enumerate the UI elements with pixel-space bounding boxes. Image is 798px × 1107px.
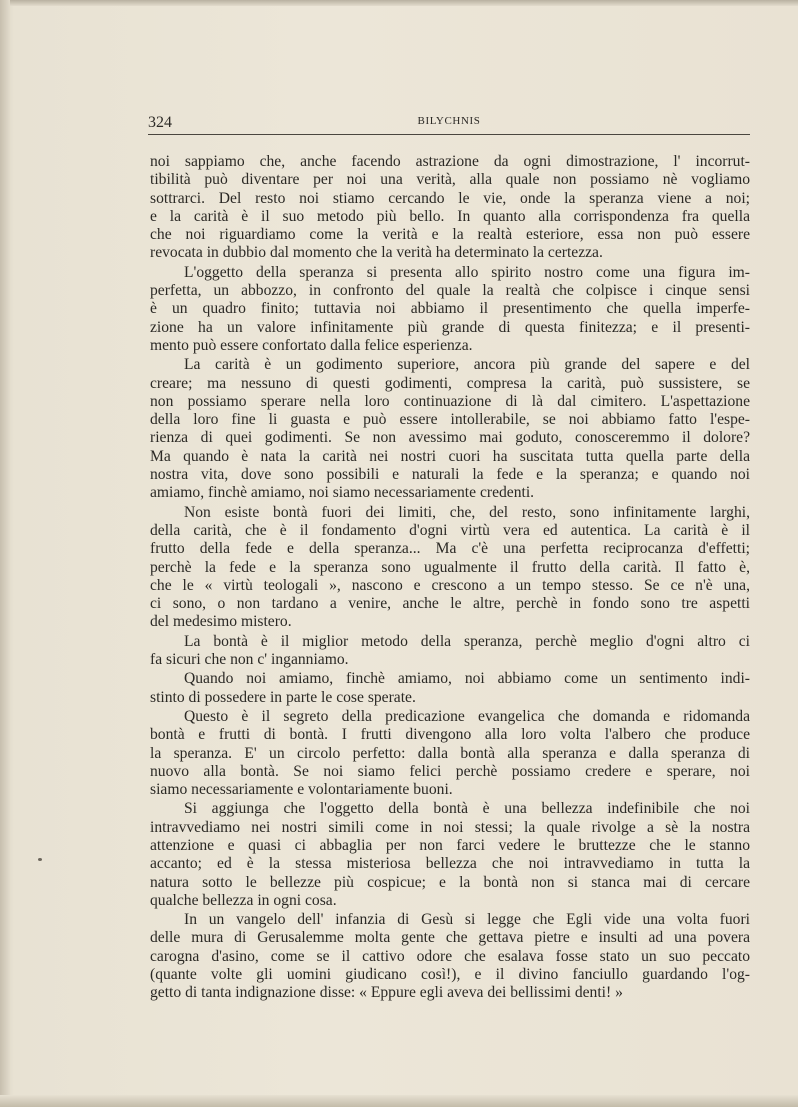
body-text bbox=[150, 153, 750, 1004]
text-line: stinto di possedere in parte le cose sperate. bbox=[150, 688, 416, 706]
text-line: sottrarci. Del resto noi stiamo cercando le vie, onde la speranza viene a noi; bbox=[150, 189, 750, 207]
running-title: BILYCHNIS bbox=[417, 115, 481, 127]
text-line: nuovo alla bontà. Se noi siamo felici perchè possiamo credere e sperare, noi bbox=[150, 762, 750, 780]
text-line: accanto; ed è la stessa misteriosa bellezza che noi intravvediamo in tutta la bbox=[150, 855, 750, 873]
text-line: (quante volte gli uomini giudicano così!), e il divino fanciullo guardando l'og- bbox=[150, 966, 750, 984]
text-line: rienza di quei godimenti. Se non avessimo mai goduto, conosceremmo il dolore? bbox=[150, 429, 750, 447]
text-line: delle mura di Gerusalemme molta gente che gettava pietre e insulti ad una povera bbox=[150, 929, 750, 947]
text-line: Questo è il segreto della predicazione evangelica che domanda e ridomanda bbox=[184, 707, 750, 725]
running-header bbox=[148, 112, 750, 135]
text-line: perfetta, un abbozzo, in confronto del quale la realtà che colpisce i cinque sensi bbox=[150, 282, 750, 300]
text-line: La bontà è il miglior metodo della speranza, perchè meglio d'ogni altro ci bbox=[184, 632, 750, 650]
text-line: In un vangelo dell' infanzia di Gesù si legge che Egli vide una volta fuori bbox=[184, 911, 750, 929]
paragraph bbox=[150, 356, 750, 502]
text-line: ci sono, o non tardano a venire, anche le altre, perchè in fondo sono tre aspetti bbox=[150, 595, 750, 613]
text-line: Quando noi amiamo, finchè amiamo, noi abbiamo come un sentimento indi- bbox=[184, 670, 750, 688]
text-line: revocata in dubbio dal momento che la verità ha determinato la certezza. bbox=[150, 244, 603, 262]
paragraph bbox=[150, 633, 750, 670]
text-line: frutto della fede e della speranza... Ma c'è una perfetta reciprocanza d'effetti; bbox=[150, 540, 750, 558]
text-line: L'oggetto della speranza si presenta allo spirito nostro come una figura im- bbox=[184, 263, 750, 281]
text-line: e la carità è il suo metodo più bello. In quanto alla corrispondenza fra quella bbox=[150, 207, 750, 225]
text-line: fa sicuri che non c' inganniamo. bbox=[150, 651, 349, 669]
text-line: La carità è un godimento superiore, ancora più grande del sapere e del bbox=[184, 356, 750, 374]
text-line: Ma quando è nata la carità nei nostri cuori ha suscitata tutta quella parte della bbox=[150, 447, 750, 465]
paragraph bbox=[150, 708, 750, 799]
ink-speck bbox=[38, 858, 42, 861]
page-number: 324 bbox=[148, 114, 172, 131]
text-line: della carità, che è il fondamento d'ogni virtù vera ed autentica. La carità è il bbox=[150, 521, 750, 539]
page-left-edge bbox=[0, 0, 10, 1107]
text-line: Non esiste bontà fuori dei limiti, che, del resto, sono infinitamente larghi, bbox=[184, 503, 750, 521]
text-line: zione ha un valore infinitamente più grande di questa finitezza; e il presenti- bbox=[150, 318, 750, 336]
paragraph bbox=[150, 911, 750, 1002]
text-line: creare; ma nessuno di questi godimenti, compresa la carità, può sussistere, se bbox=[150, 374, 750, 392]
text-line: siamo necessariamente e volontariamente buoni. bbox=[150, 781, 453, 799]
page-top-edge bbox=[0, 0, 798, 6]
paragraph bbox=[150, 153, 750, 263]
text-line: che noi riguardiamo come la verità e la realtà esteriore, essa non può essere bbox=[150, 226, 750, 244]
text-line: attenzione e quasi ci abbaglia per non farci vedere le bruttezze che le stanno bbox=[150, 836, 750, 854]
text-line: qualche bellezza in ogni cosa. bbox=[150, 891, 337, 909]
text-line: mento può essere confortato dalla felice esperienza. bbox=[150, 336, 473, 354]
paragraph bbox=[150, 670, 750, 707]
text-line: del medesimo mistero. bbox=[150, 613, 292, 631]
paragraph bbox=[150, 800, 750, 910]
text-line: non possiamo sperare nella loro continuazione di là dal cimitero. L'aspettazione bbox=[150, 392, 750, 410]
text-line: nostra vita, dove sono possibili e naturali la fede e la speranza; e quando noi bbox=[150, 466, 750, 484]
text-line: Si aggiunga che l'oggetto della bontà è una bellezza indefinibile che noi bbox=[184, 800, 750, 818]
text-line: tibilità può diventare per noi una verità, alla quale non possiamo nè vogliamo bbox=[150, 171, 750, 189]
text-line: bontà e frutti di bontà. I frutti divengono alla loro volta l'albero che produce bbox=[150, 726, 750, 744]
paragraph bbox=[150, 504, 750, 632]
text-line: della loro fine li guasta e può essere intollerabile, se noi abbiamo fatto l'espe- bbox=[150, 411, 750, 429]
text-line: amiamo, finchè amiamo, noi siamo necessariamente credenti. bbox=[150, 484, 535, 502]
page-bottom-edge bbox=[0, 1095, 798, 1107]
text-line: perchè la fede e la speranza sono ugualmente il frutto della carità. Il fatto è, bbox=[150, 558, 750, 576]
text-line: carogna d'asino, come se il cattivo odore che esalava fosse stato un suo peccato bbox=[150, 947, 750, 965]
text-line: natura sotto le bellezze più cospicue; e la bontà non si stanca mai di cercare bbox=[150, 873, 750, 891]
text-line: intravvediamo nei nostri simili come in noi stessi; la quale rivolge a sè la nostra bbox=[150, 818, 750, 836]
text-line: getto di tanta indignazione disse: « Eppure egli aveva dei bellissimi denti! » bbox=[150, 984, 623, 1002]
text-line: la speranza. E' un circolo perfetto: dalla bontà alla speranza e dalla speranza di bbox=[150, 744, 750, 762]
paragraph bbox=[150, 264, 750, 355]
text-line: che le « virtù teologali », nascono e crescono a un tempo stesso. Se ce n'è una, bbox=[150, 576, 750, 594]
text-line: noi sappiamo che, anche facendo astrazione da ogni dimostrazione, l' incorrut- bbox=[150, 153, 750, 170]
text-line: è un quadro finito; tuttavia noi abbiamo il presentimento che quella imperfe- bbox=[150, 300, 750, 318]
